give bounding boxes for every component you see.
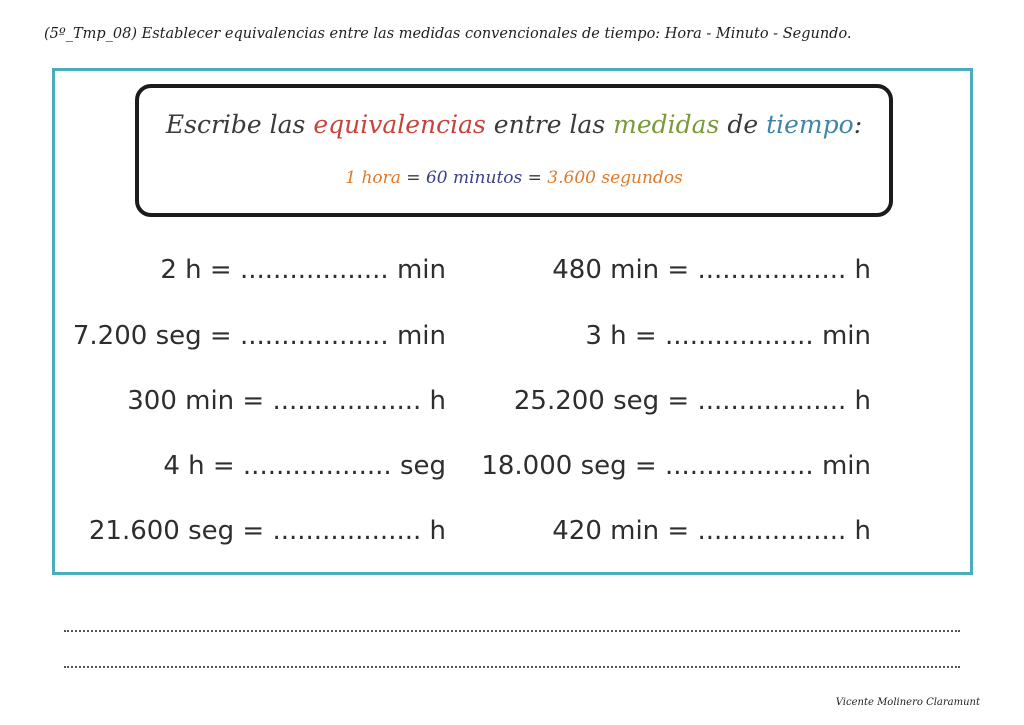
formula-hora: 1 hora	[345, 168, 401, 188]
title-part: de	[719, 110, 767, 139]
worksheet-header: (5º_Tmp_08) Establecer equivalencias entre las medidas convencionales de tiempo: Hora - Minuto - Segundo.	[44, 26, 852, 42]
exercise-unit: h	[854, 255, 871, 285]
exercise-unit: h	[429, 386, 446, 416]
exercise-question: 420 min =	[552, 516, 690, 546]
exercise-row	[89, 516, 446, 546]
answer-blank[interactable]: ..................	[664, 321, 814, 351]
title-part: entre las	[485, 110, 614, 139]
title-part: :	[853, 110, 863, 139]
exercise-row	[552, 255, 871, 285]
title-part: Escribe las	[165, 110, 314, 139]
exercise-row	[73, 321, 446, 351]
exercise-question: 25.200 seg =	[513, 386, 690, 416]
exercise-row	[127, 386, 446, 416]
answer-blank[interactable]: ..................	[697, 386, 847, 416]
title-tiempo: tiempo	[766, 110, 854, 139]
answer-blank[interactable]: ..................	[697, 255, 847, 285]
title-equivalencias: equivalencias	[313, 110, 486, 139]
answer-blank[interactable]: ..................	[664, 451, 814, 481]
answer-blank[interactable]: ..................	[239, 321, 389, 351]
exercise-unit: seg	[399, 451, 446, 481]
formula-equals: =	[400, 168, 426, 188]
exercise-question: 300 min =	[127, 386, 265, 416]
answer-blank[interactable]: ..................	[272, 516, 422, 546]
answer-blank[interactable]: ..................	[272, 386, 422, 416]
answer-line[interactable]	[64, 666, 960, 668]
equivalence-formula	[139, 168, 889, 188]
answer-blank[interactable]: ..................	[242, 451, 392, 481]
instruction-box	[135, 84, 893, 217]
exercise-question: 7.200 seg =	[72, 321, 232, 351]
answer-line[interactable]	[64, 630, 960, 632]
exercise-row	[552, 516, 871, 546]
exercise-row	[585, 321, 871, 351]
exercise-unit: min	[821, 451, 871, 481]
exercise-unit: min	[396, 321, 446, 351]
exercise-question: 21.600 seg =	[88, 516, 265, 546]
exercise-question: 3 h =	[585, 321, 657, 351]
exercise-unit: h	[429, 516, 446, 546]
answer-blank[interactable]: ..................	[697, 516, 847, 546]
answer-blank[interactable]: ..................	[239, 255, 389, 285]
exercise-unit: h	[854, 516, 871, 546]
exercise-question: 18.000 seg =	[481, 451, 657, 481]
exercise-question: 4 h =	[163, 451, 235, 481]
exercise-unit: h	[854, 386, 871, 416]
exercise-row	[481, 451, 871, 481]
exercise-unit: min	[396, 255, 446, 285]
exercise-question: 480 min =	[552, 255, 690, 285]
exercise-row	[514, 386, 871, 416]
formula-equals: =	[522, 168, 548, 188]
title-medidas: medidas	[613, 110, 720, 139]
instruction-title	[139, 110, 889, 139]
exercise-row	[160, 255, 446, 285]
author-signature: Vicente Molinero Claramunt	[835, 697, 980, 708]
formula-segundos: 3.600 segundos	[547, 168, 683, 188]
exercise-row	[163, 451, 446, 481]
exercise-unit: min	[821, 321, 871, 351]
formula-minutos: 60 minutos	[425, 168, 523, 188]
exercise-question: 2 h =	[160, 255, 232, 285]
